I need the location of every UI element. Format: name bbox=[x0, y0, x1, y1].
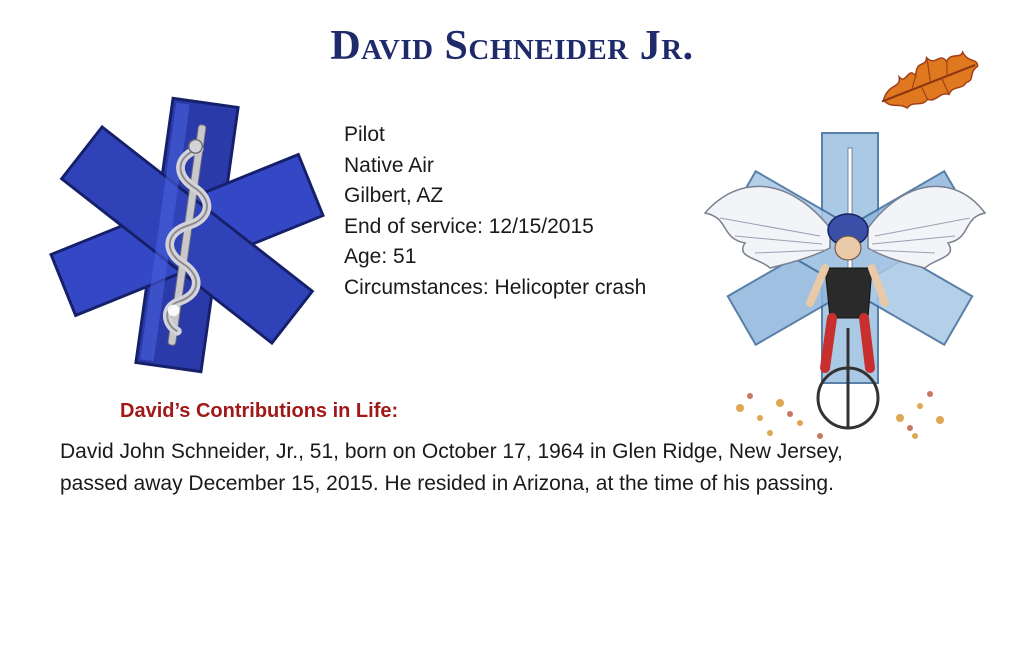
detail-occupation: Pilot bbox=[344, 123, 385, 146]
detail-location: Gilbert, AZ bbox=[344, 184, 444, 207]
contributions-heading: David’s Contributions in Life: bbox=[120, 400, 399, 422]
star-of-life-angel-cyclist-illustration bbox=[700, 118, 990, 448]
star-of-life-icon bbox=[42, 90, 332, 380]
page-title: David Schneider Jr. bbox=[330, 23, 694, 69]
member-details bbox=[344, 120, 646, 303]
paragraph-line-1: David John Schneider, Jr., 51, born on October 17, 1964 in Glen Ridge, New Jersey, bbox=[60, 440, 843, 463]
detail-circumstances: Circumstances: Helicopter crash bbox=[344, 275, 647, 299]
oak-leaf-icon bbox=[868, 30, 988, 120]
contributions-paragraph bbox=[60, 436, 960, 500]
detail-end-of-service: End of service: 12/15/2015 bbox=[344, 214, 594, 238]
detail-age: Age: 51 bbox=[344, 245, 417, 268]
paragraph-line-2: passed away December 15, 2015. He resided in Arizona, at the time of his passing. bbox=[60, 472, 834, 495]
detail-agency: Native Air bbox=[344, 153, 434, 177]
